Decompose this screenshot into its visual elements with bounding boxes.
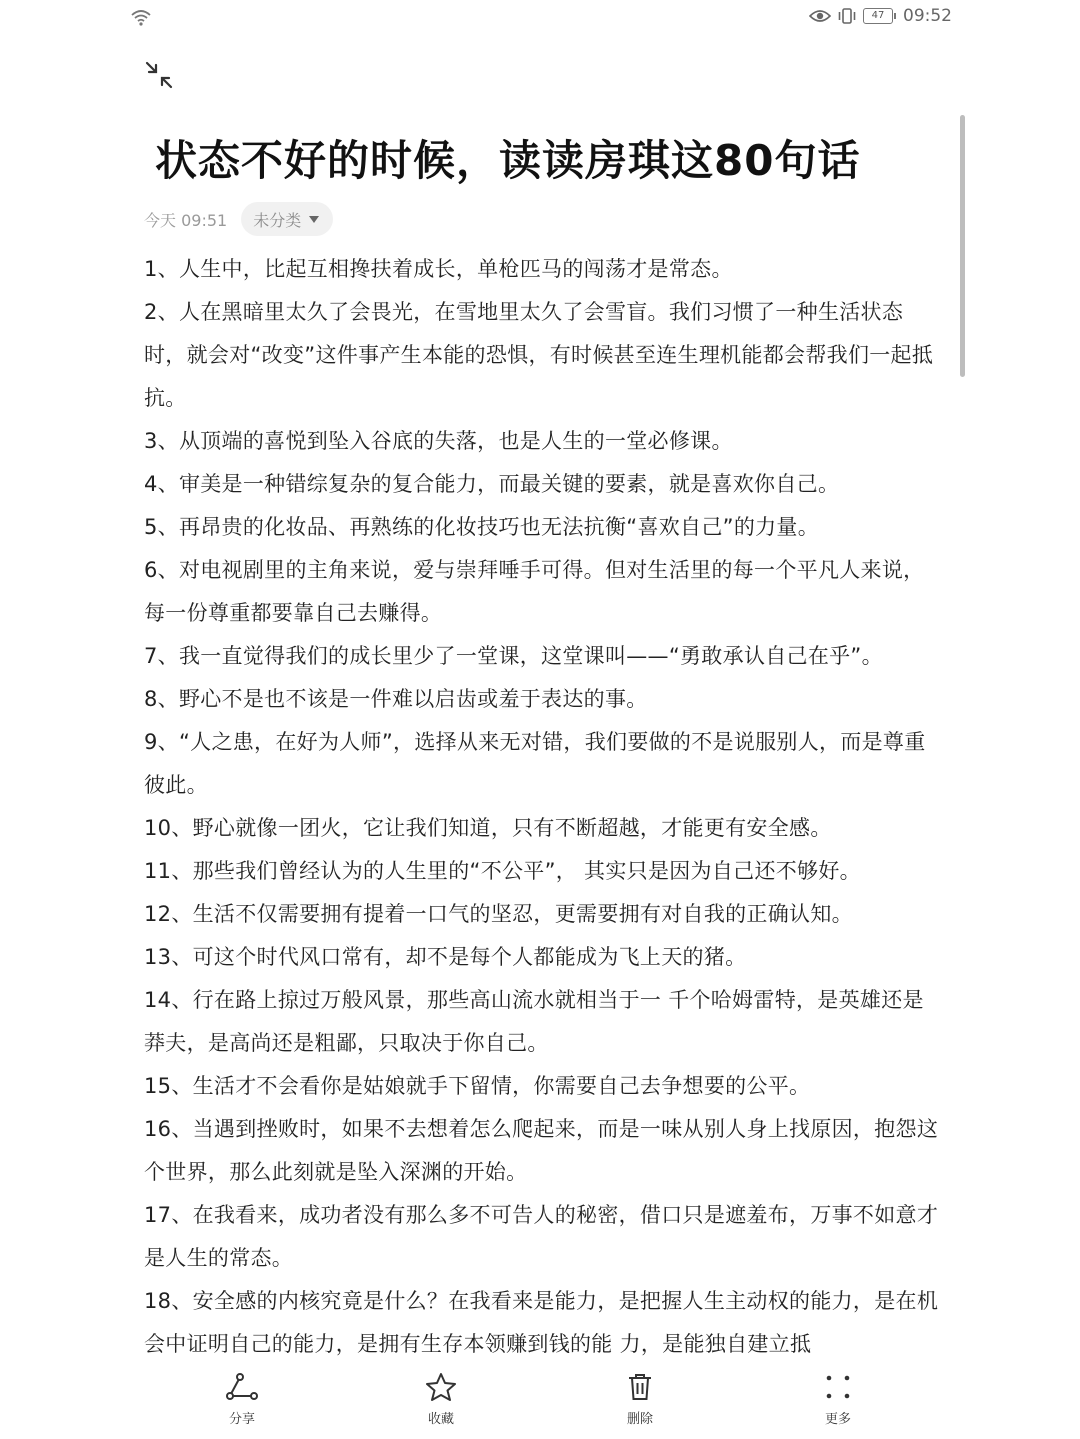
vibrate-icon [837,7,857,25]
note-title[interactable]: 状态不好的时候，读读房琪这80句话 [155,136,861,185]
share-button[interactable] [202,1372,282,1427]
paragraph: 6、对电视剧里的主角来说，爱与崇拜唾手可得。但对生活里的每一个平凡人来说，每一份尊重都要靠自己去赚得。 [144,558,925,625]
share-label: 分享 [228,1412,255,1427]
category-label: 未分类 [253,210,302,230]
paragraph: 14、行在路上掠过万般风景，那些高山流水就相当于一 千个哈姆雷特，是英雄还是莽夫，是高尚还是粗鄙，只取决于你自己。 [144,988,924,1055]
delete-button[interactable] [600,1372,680,1427]
eye-icon [809,8,831,24]
category-dropdown[interactable] [241,202,333,236]
status-time: 09:52 [903,6,952,26]
more-dots-icon [798,1372,878,1402]
note-meta [144,202,333,236]
trash-icon [600,1372,680,1402]
wifi-icon [130,8,152,26]
note-body[interactable] [144,248,944,1366]
paragraph: 15、生活才不会看你是姑娘就手下留情，你需要自己去争想要的公平。 [144,1074,811,1098]
paragraph: 18、安全感的内核究竟是什么？在我看来是能力，是把握人生主动权的能力，是在机会中证明自己的能力，是拥有生存本领赚到钱的能 力，是能独自建立抵 [144,1289,939,1356]
paragraph: 12、生活不仅需要拥有提着一口气的坚忍，更需要拥有对自我的正确认知。 [144,902,853,926]
paragraph: 2、人在黑暗里太久了会畏光，在雪地里太久了会雪盲。我们习惯了一种生活状态时，就会对“改变”这件事产生本能的恐惧，有时候甚至连生理机能都会帮我们一起抵抗。 [144,300,934,410]
status-right [809,6,952,26]
paragraph: 4、审美是一种错综复杂的复合能力，而最关键的要素，就是喜欢你自己。 [144,472,840,496]
paragraph: 17、在我看来，成功者没有那么多不可告人的秘密，借口只是遮羞布，万事不如意才是人生的常态。 [144,1203,939,1270]
star-icon [401,1372,481,1402]
bottom-toolbar [0,1360,1080,1439]
favorite-button[interactable] [401,1372,481,1427]
paragraph: 10、野心就像一团火，它让我们知道，只有不断超越，才能更有安全感。 [144,816,832,840]
favorite-label: 收藏 [427,1412,454,1427]
status-bar [0,0,1080,36]
paragraph: 8、野心不是也不该是一件难以启齿或羞于表达的事。 [144,687,648,711]
scrollbar[interactable] [960,115,965,377]
collapse-icon[interactable] [144,60,174,90]
paragraph: 13、可这个时代风口常有，却不是每个人都能成为飞上天的猪。 [144,945,747,969]
more-label: 更多 [824,1412,851,1427]
paragraph: 3、从顶端的喜悦到坠入谷底的失落，也是人生的一堂必修课。 [144,429,733,453]
paragraph: 7、我一直觉得我们的成长里少了一堂课，这堂课叫——“勇敢承认自己在乎”。 [144,644,883,668]
caret-down-icon [309,216,319,223]
more-button[interactable] [798,1372,878,1427]
delete-label: 删除 [626,1412,653,1427]
paragraph: 9、“人之患，在好为人师”，选择从来无对错，我们要做的不是说服别人，而是尊重彼此。 [144,730,926,797]
paragraph: 11、那些我们曾经认为的人生里的“不公平”， 其实只是因为自己还不够好。 [144,859,861,883]
paragraph: 5、再昂贵的化妆品、再熟练的化妆技巧也无法抗衡“喜欢自己”的力量。 [144,515,820,539]
share-icon [202,1372,282,1402]
paragraph: 16、当遇到挫败时，如果不去想着怎么爬起来，而是一味从别人身上找原因，抱怨这个世界，那么此刻就是坠入深渊的开始。 [144,1117,939,1184]
note-timestamp: 今天 09:51 [144,210,228,230]
paragraph: 1、人生中，比起互相搀扶着成长，单枪匹马的闯荡才是常态。 [144,257,733,281]
battery-icon: 47 [863,8,893,24]
